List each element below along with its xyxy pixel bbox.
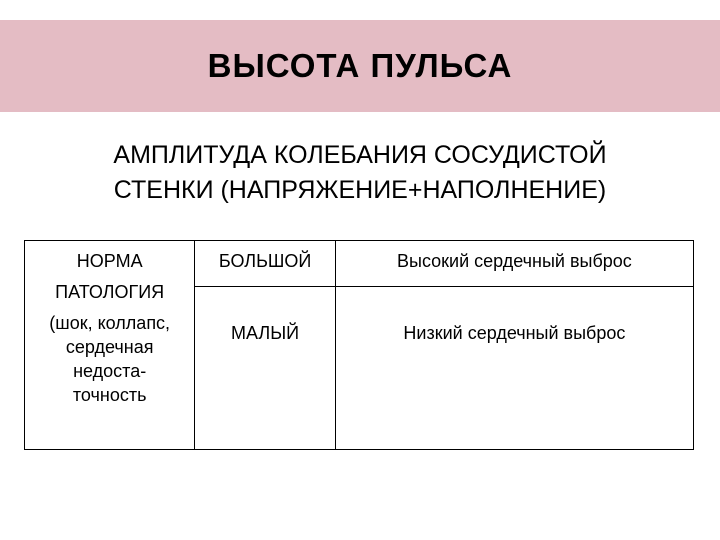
subtitle-line-2: СТЕНКИ (НАПРЯЖЕНИЕ+НАПОЛНЕНИЕ) [113,176,607,204]
pathology-note-line-2: сердечная [65,336,154,357]
slide-subtitle [40,138,680,208]
title-band [0,20,720,112]
cell-condition-norm: НОРМА [25,241,195,287]
pathology-note [25,311,194,407]
pathology-note-line-4: точность [72,384,147,405]
pulse-table [24,240,694,450]
slide-title: ВЫСОТА ПУЛЬСА [207,47,513,84]
cell-description-low-output: Низкий сердечный выброс [335,287,693,450]
cell-description-high-output: Высокий сердечный выброс [335,241,693,287]
subtitle-line-1: АМПЛИТУДА КОЛЕБАНИЯ СОСУДИСТОЙ [113,141,607,169]
pathology-note-line-1: (шок, коллапс, [49,312,171,333]
pathology-note-line-3: недоста- [73,360,147,381]
pathology-label: ПАТОЛОГИЯ [55,281,165,302]
table-row-pathology [25,287,694,450]
cell-condition-pathology [25,281,195,450]
cell-amplitude-small: МАЛЫЙ [195,287,335,450]
cell-amplitude-large: БОЛЬШОЙ [195,241,335,287]
